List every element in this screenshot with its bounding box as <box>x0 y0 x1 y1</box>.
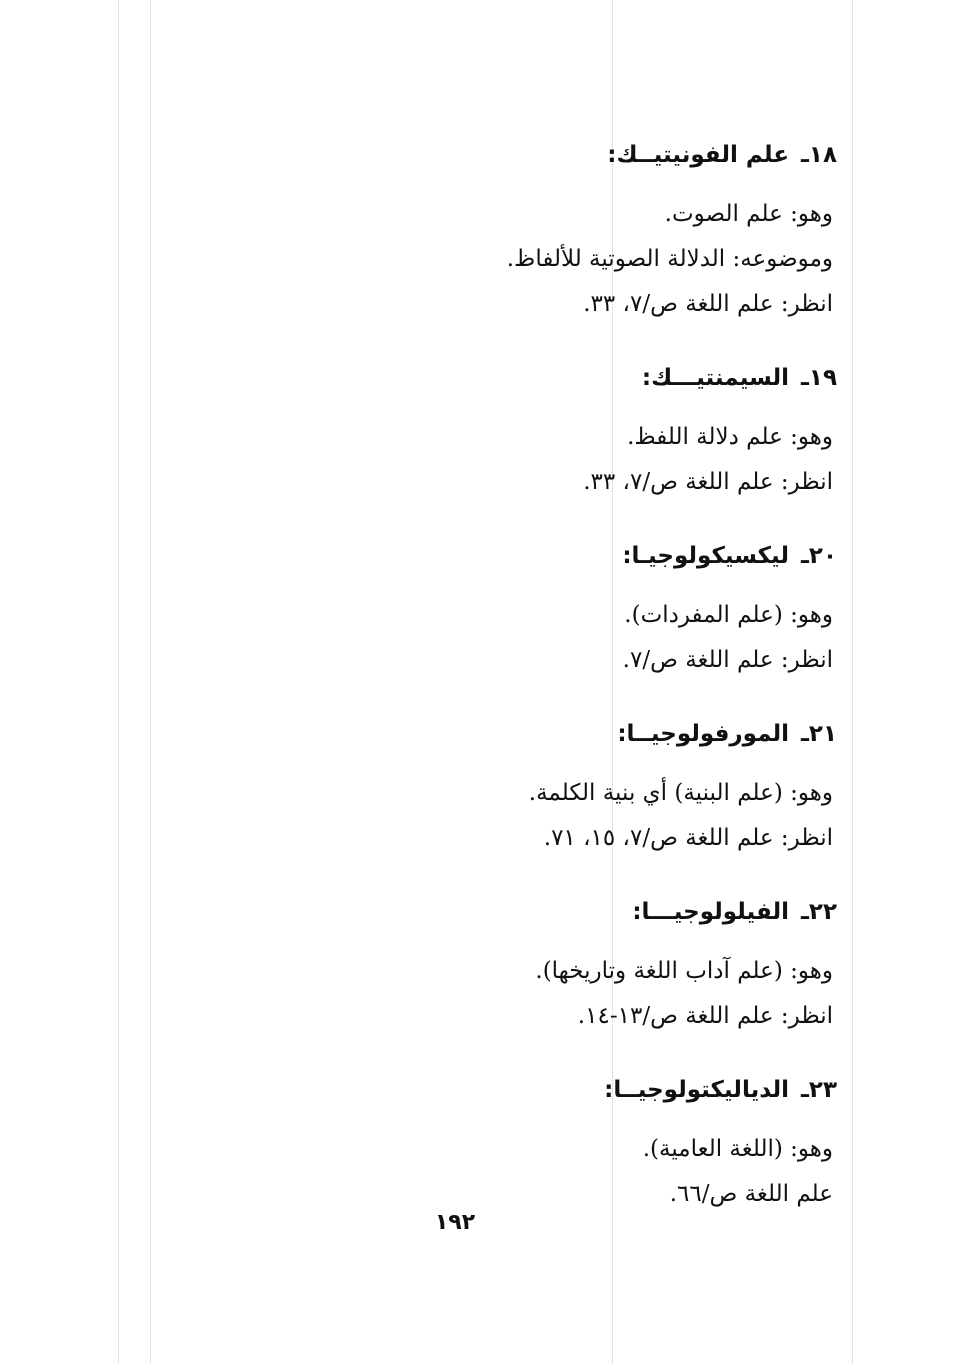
entry-number: ١٨ـ <box>801 142 837 168</box>
entry-term: ليكسيكولوجيـا: <box>622 543 790 569</box>
glossary-entry <box>277 539 837 683</box>
entry-term: علم الفونيتيــك: <box>607 142 790 168</box>
entry-line: وهو: علم الصوت. <box>664 201 833 227</box>
entry-number: ١٩ـ <box>801 365 837 391</box>
glossary-entry <box>277 138 837 327</box>
entry-line: انظر: علم اللغة ص/٧، ١٥، ٧١. <box>543 825 833 851</box>
entry-line: علم اللغة ص/٦٦. <box>669 1181 833 1207</box>
entry-line: وهو: علم دلالة اللفظ. <box>627 424 833 450</box>
entry-line: انظر: علم اللغة ص/٧، ٣٣. <box>583 291 833 317</box>
entry-title <box>277 138 837 172</box>
entry-term: الفيلولوجيـــا: <box>632 899 790 925</box>
entry-term: المورفولوجيــا: <box>617 721 790 747</box>
glossary-entries <box>277 138 837 1251</box>
entry-number: ٢٠ـ <box>801 543 837 569</box>
scan-artifact-dotted-line <box>118 0 119 1363</box>
glossary-entry <box>277 361 837 505</box>
entry-number: ٢١ـ <box>801 721 837 747</box>
glossary-entry <box>277 717 837 861</box>
glossary-entry <box>277 895 837 1039</box>
entry-line: وهو: (علم آداب اللغة وتاريخها). <box>535 958 833 984</box>
page-number: ١٩٢ <box>434 1210 476 1235</box>
glossary-entry <box>277 1073 837 1217</box>
entry-line: انظر: علم اللغة ص/٧. <box>622 647 833 673</box>
entry-term: الدياليكتولوجيــا: <box>604 1077 790 1103</box>
entry-title <box>277 361 837 395</box>
entry-title <box>277 1073 837 1107</box>
entry-line: انظر: علم اللغة ص/١٣-١٤. <box>577 1003 833 1029</box>
entry-line: وهو: (علم المفردات). <box>624 602 833 628</box>
scan-artifact-dotted-line <box>852 0 853 1363</box>
entry-term: السيمنتيـــك: <box>641 365 790 391</box>
entry-title <box>277 895 837 929</box>
scan-artifact-dotted-line <box>150 0 151 1363</box>
entry-line: وهو: (علم البنية) أي بنية الكلمة. <box>528 780 833 806</box>
entry-number: ٢٣ـ <box>801 1077 837 1103</box>
entry-line: وموضوعه: الدلالة الصوتية للألفاظ. <box>506 246 833 272</box>
entry-line: انظر: علم اللغة ص/٧، ٣٣. <box>583 469 833 495</box>
entry-line: وهو: (اللغة العامية). <box>642 1136 833 1162</box>
entry-number: ٢٢ـ <box>801 899 837 925</box>
entry-title <box>277 717 837 751</box>
entry-title <box>277 539 837 573</box>
